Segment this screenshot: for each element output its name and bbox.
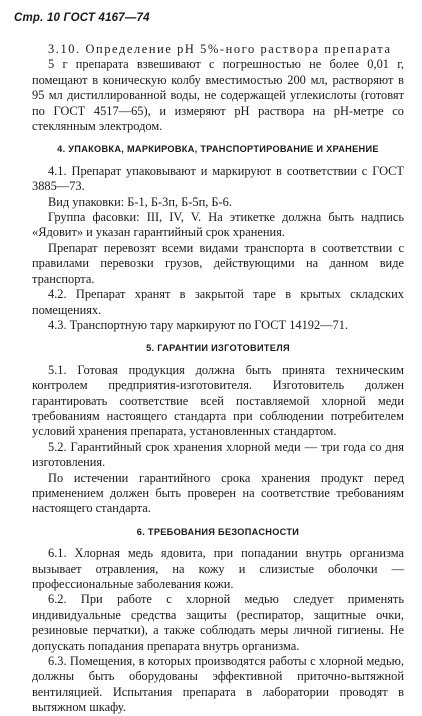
paragraph-4-2: 4.2. Препарат хранят в закрытой таре в крытых складских помещениях. xyxy=(32,287,404,317)
paragraph-transport: Препарат перевозят всеми видами транспорта в соответствии с правилами перевозки грузов, действующими на данном виде транспорта. xyxy=(32,240,404,286)
paragraph-pack-group: Группа фасовки: III, IV, V. На этикетке должна быть надпись «Ядовит» и указан гарантийный срок хранения. xyxy=(32,210,404,240)
paragraph-3-10-heading: 3.10. Определение pH 5%-ного раствора препарата xyxy=(48,42,392,56)
paragraph-3-10-text: 5 г препарата взвешивают с погрешностью не более 0,01 г, помещают в коническую колбу вместимостью 200 мл, растворяют в 95 мл дистиллированной воды, не содержащей углекислоты (готовят по ГОСТ 4517—65), и измеряют pH раствора на pH-метре со стеклянным электродом. xyxy=(32,57,404,134)
paragraph-4-1: 4.1. Препарат упаковывают и маркируют в соответствии с ГОСТ 3885—73. xyxy=(32,163,404,194)
document-body xyxy=(32,42,404,716)
paragraph-6-3: 6.3. Помещения, в которых производятся работы с хлорной медью, должны быть оборудованы эффективной приточно-вытяжной вентиляцией. Испытания препарата в лаборатории проводят в вытяжном шкафу. xyxy=(32,654,404,715)
paragraph-5-1: 5.1. Готовая продукция должна быть принята техническим контролем предприятия-изготовителя. Изготовитель должен гарантировать соответствие всей поставляемой хлорной меди требованиям настоящего стандарта при соблюдении потребителем условий хранения препарата, установленных стандартом. xyxy=(32,362,404,439)
paragraph-4-3: 4.3. Транспортную тару маркируют по ГОСТ 14192—71. xyxy=(48,317,349,332)
paragraph-6-2: 6.2. При работе с хлорной медью следует применять индивидуальные средства защиты (респиратор, защитные очки, резиновые перчатки), а также соблюдать меры личной гигиены. Не допускать попадания препарата внутрь организма. xyxy=(32,592,404,653)
section-6-title: 6. ТРЕБОВАНИЯ БЕЗОПАСНОСТИ xyxy=(136,526,300,537)
paragraph-pack-type: Вид упаковки: Б-1, Б-3п, Б-5п, Б-6. xyxy=(48,194,232,209)
section-5-title: 5. ГАРАНТИИ ИЗГОТОВИТЕЛЯ xyxy=(146,343,290,354)
paragraph-5-2-continued: По истечении гарантийного срока хранения продукт перед применением должен быть проверен на соответствие требованиям настоящего стандарта. xyxy=(32,470,404,516)
section-4-title: 4. УПАКОВКА, МАРКИРОВКА, ТРАНСПОРТИРОВАНИЕ И ХРАНЕНИЕ xyxy=(57,144,379,155)
running-head: Стр. 10 ГОСТ 4167—74 xyxy=(14,12,150,24)
paragraph-6-1: 6.1. Хлорная медь ядовита, при попадании внутрь организма вызывает отравления, на кожу и слизистые оболочки — профессиональные заболевания кожи. xyxy=(32,546,404,591)
paragraph-5-2: 5.2. Гарантийный срок хранения хлорной меди — три года со дня изготовления. xyxy=(32,439,404,470)
